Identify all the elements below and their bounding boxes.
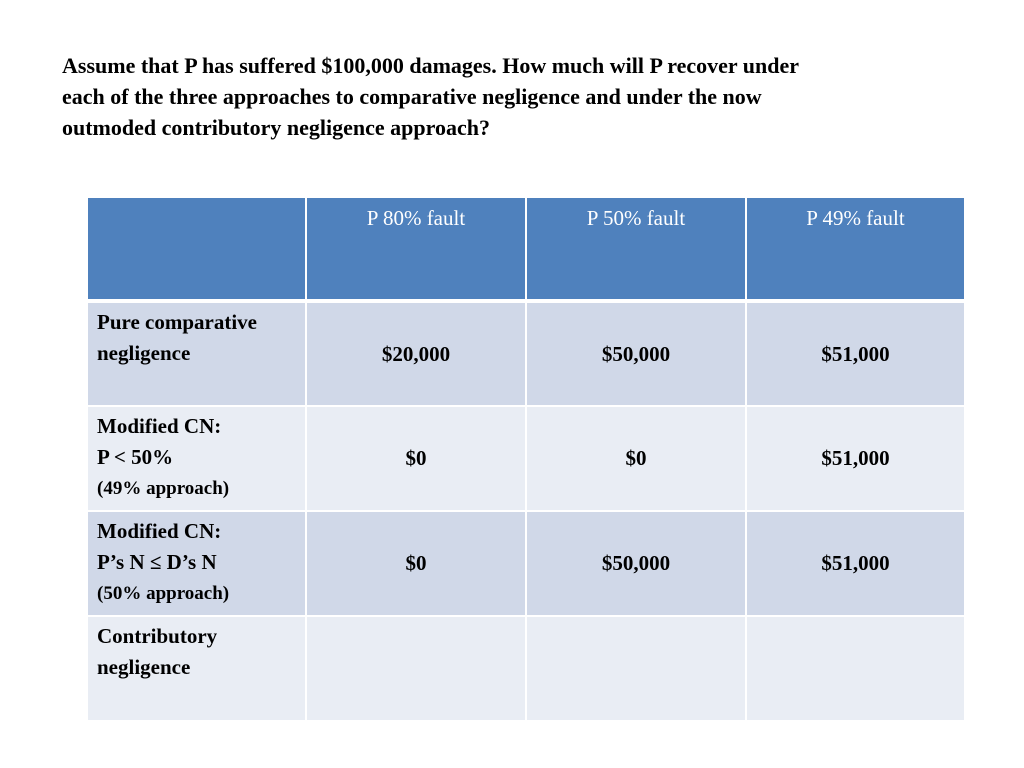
value-cell <box>746 616 965 721</box>
row-label-modified-50 <box>87 511 306 616</box>
value-cell: $0 <box>306 511 526 616</box>
value-cell <box>526 616 746 721</box>
header-p80-fault: P 80% fault <box>306 197 526 301</box>
row-label-line: P < 50% <box>97 445 174 469</box>
row-label-line: Modified CN: <box>97 519 222 543</box>
table-row <box>87 616 965 721</box>
value-cell: $0 <box>306 406 526 511</box>
question-line: Assume that P has suffered $100,000 damages. How much will P recover under <box>62 53 799 78</box>
comparison-table <box>86 196 966 722</box>
row-label-line: Modified CN: <box>97 414 222 438</box>
row-label-modified-49 <box>87 406 306 511</box>
header-corner-cell <box>87 197 306 301</box>
question-text <box>62 50 962 143</box>
value-cell <box>306 616 526 721</box>
value-cell: $50,000 <box>526 511 746 616</box>
row-label-pure-comparative <box>87 301 306 406</box>
row-label-line: (50% approach) <box>97 583 230 604</box>
question-line: outmoded contributory negligence approach? <box>62 115 490 140</box>
value-cell: $51,000 <box>746 511 965 616</box>
header-row <box>87 197 965 301</box>
row-label-contributory <box>87 616 306 721</box>
row-label-line: P’s N ≤ D’s N <box>97 550 217 574</box>
value-cell: $51,000 <box>746 301 965 406</box>
value-cell: $51,000 <box>746 406 965 511</box>
row-label-line: Contributory <box>97 624 218 648</box>
table-row <box>87 511 965 616</box>
row-label-line: (49% approach) <box>97 478 230 499</box>
table-row <box>87 301 965 406</box>
row-label-line: negligence <box>97 341 191 365</box>
question-line: each of the three approaches to comparative negligence and under the now <box>62 84 762 109</box>
row-label-line: Pure comparative <box>97 310 257 334</box>
header-p49-fault: P 49% fault <box>746 197 965 301</box>
row-label-line: negligence <box>97 655 191 679</box>
header-p50-fault: P 50% fault <box>526 197 746 301</box>
value-cell: $20,000 <box>306 301 526 406</box>
table-row <box>87 406 965 511</box>
value-cell: $0 <box>526 406 746 511</box>
value-cell: $50,000 <box>526 301 746 406</box>
